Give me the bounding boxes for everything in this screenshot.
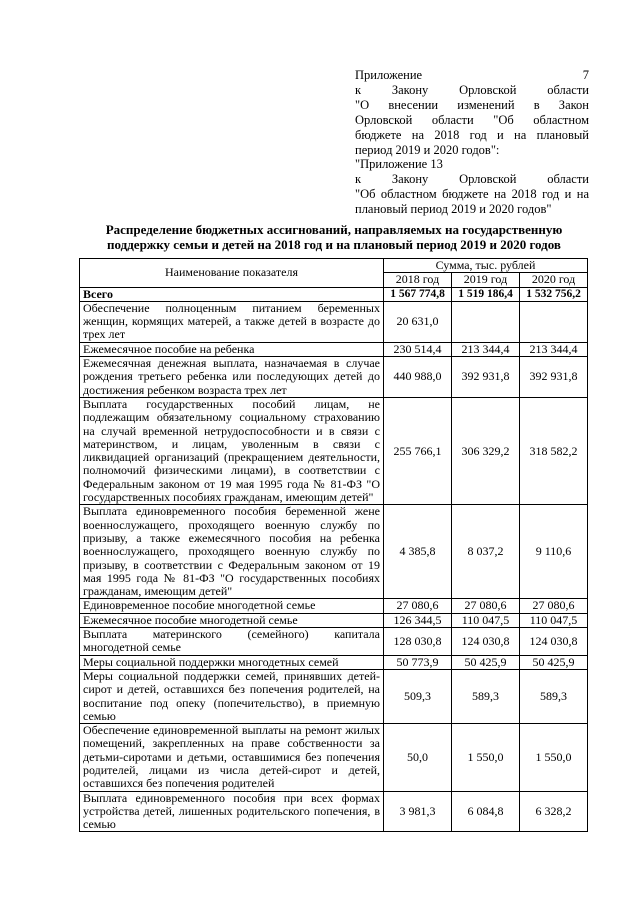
row-name: Меры социальной поддержки семей, принявших детей-сирот и детей, оставшихся без попечения родителей, на воспитание под опеку (попечительство), в приемную семью [80, 669, 384, 723]
table-row [80, 599, 588, 613]
total-2019: 1 519 186,4 [452, 287, 520, 301]
row-name: Выплата материнского (семейного) капитала многодетной семье [80, 628, 384, 656]
document-title: Распределение бюджетных ассигнований, направляемых на государственную поддержку семьи и детей на 2018 год и на плановый период 2019 и 2020 годов [105, 222, 563, 252]
row-name: Ежемесячное пособие на ребенка [80, 342, 384, 356]
value-2019: 8 037,2 [452, 505, 520, 599]
appendix-line: период 2019 и 2020 годов": [355, 143, 500, 157]
value-2020: 1 550,0 [520, 724, 588, 791]
value-2018: 255 766,1 [384, 397, 452, 504]
value-2020: 392 931,8 [520, 357, 588, 398]
value-2019: 124 030,8 [452, 628, 520, 656]
table-row [80, 505, 588, 599]
row-name: Ежемесячная денежная выплата, назначаемая в случае рождения третьего ребенка или последующих детей до достижения ребенком возраста трех лет [80, 357, 384, 398]
row-name: Обеспечение единовременной выплаты на ремонт жилых помещений, закрепленных на праве собственности за детьми-сиротами и детьми, оставшимися без попечения родителей, лицами из числа детей-сирот и детей, оставшихся без попечения родителей [80, 724, 384, 791]
appendix-quote-line: "Об областном бюджете на 2018 год и на [355, 187, 589, 201]
value-2018: 3 981,3 [384, 791, 452, 832]
appendix-reference [355, 68, 589, 158]
table-row [80, 342, 588, 356]
value-2019: 392 931,8 [452, 357, 520, 398]
value-2018: 20 631,0 [384, 301, 452, 342]
row-name: Единовременное пособие многодетной семье [80, 599, 384, 613]
row-name: Ежемесячное пособие многодетной семье [80, 613, 384, 627]
row-name: Выплата единовременного пособия при всех формах устройства детей, лишенных родительского попечения, в семью [80, 791, 384, 832]
total-2020: 1 532 756,2 [520, 287, 588, 301]
value-2020: 27 080,6 [520, 599, 588, 613]
appendix-quote-line: плановый период 2019 и 2020 годов" [355, 202, 552, 216]
budget-table [79, 258, 588, 832]
header-indicator-name: Наименование показателя [80, 259, 384, 288]
value-2020: 318 582,2 [520, 397, 588, 504]
table-row [80, 655, 588, 669]
value-2020: 589,3 [520, 669, 588, 723]
value-2018: 50 773,9 [384, 655, 452, 669]
value-2018: 27 080,6 [384, 599, 452, 613]
appendix-line: Орловской области "Об областном [355, 113, 589, 127]
value-2020: 213 344,4 [520, 342, 588, 356]
header-year-2018: 2018 год [384, 273, 452, 287]
appendix-line: Приложение 7 [355, 68, 589, 82]
appendix-line: "О внесении изменений в Закон [355, 98, 589, 112]
appendix-quote-line: "Приложение 13 [355, 157, 443, 171]
value-2018: 440 988,0 [384, 357, 452, 398]
row-name: Выплата государственных пособий лицам, не подлежащим обязательному социальному страхованию на случай временной нетрудоспособности и в связи с материнством, и лицам, уволенным в связи с ликвидацией организаций (прекращением деятельности, полномочий физическими лицами), в соответствии с Федеральным законом от 19 мая 1995 года № 81-ФЗ "О государственных пособиях гражданам, имеющим детей" [80, 397, 384, 504]
row-name: Меры социальной поддержки многодетных семей [80, 655, 384, 669]
value-2020: 50 425,9 [520, 655, 588, 669]
value-2019 [452, 301, 520, 342]
table-row [80, 301, 588, 342]
appendix-quote-line: к Закону Орловской области [355, 172, 589, 186]
total-row [80, 287, 588, 301]
value-2019: 27 080,6 [452, 599, 520, 613]
value-2019: 50 425,9 [452, 655, 520, 669]
value-2018: 4 385,8 [384, 505, 452, 599]
header-year-2020: 2020 год [520, 273, 588, 287]
value-2020: 9 110,6 [520, 505, 588, 599]
table-row [80, 669, 588, 723]
row-name: Выплата единовременного пособия беременной жене военнослужащего, проходящего военную службу по призыву, а также ежемесячного пособия на ребенка военнослужащего, проходящего военную службу по призыву, в соответствии с Федеральным законом от 19 мая 1995 года № 81-ФЗ "О государственных пособиях гражданам, имеющим детей" [80, 505, 384, 599]
table-row [80, 357, 588, 398]
value-2019: 1 550,0 [452, 724, 520, 791]
table-row [80, 724, 588, 791]
value-2018: 509,3 [384, 669, 452, 723]
table-row [80, 628, 588, 656]
total-label: Всего [80, 287, 384, 301]
value-2020 [520, 301, 588, 342]
value-2018: 230 514,4 [384, 342, 452, 356]
value-2019: 213 344,4 [452, 342, 520, 356]
value-2019: 589,3 [452, 669, 520, 723]
value-2019: 6 084,8 [452, 791, 520, 832]
appendix-line: к Закону Орловской области [355, 83, 589, 97]
table-header-row [80, 259, 588, 273]
table-row [80, 397, 588, 504]
row-name: Обеспечение полноценным питанием беременных женщин, кормящих матерей, а также детей в возрасте до трех лет [80, 301, 384, 342]
header-sum: Сумма, тыс. рублей [384, 259, 588, 273]
appendix-line: бюджете на 2018 год и на плановый [355, 128, 589, 142]
value-2018: 50,0 [384, 724, 452, 791]
value-2018: 126 344,5 [384, 613, 452, 627]
appendix-quote [355, 157, 589, 217]
table-row [80, 791, 588, 832]
value-2020: 6 328,2 [520, 791, 588, 832]
total-2018: 1 567 774,8 [384, 287, 452, 301]
value-2020: 124 030,8 [520, 628, 588, 656]
table-row [80, 613, 588, 627]
value-2019: 306 329,2 [452, 397, 520, 504]
value-2020: 110 047,5 [520, 613, 588, 627]
header-year-2019: 2019 год [452, 273, 520, 287]
value-2019: 110 047,5 [452, 613, 520, 627]
value-2018: 128 030,8 [384, 628, 452, 656]
